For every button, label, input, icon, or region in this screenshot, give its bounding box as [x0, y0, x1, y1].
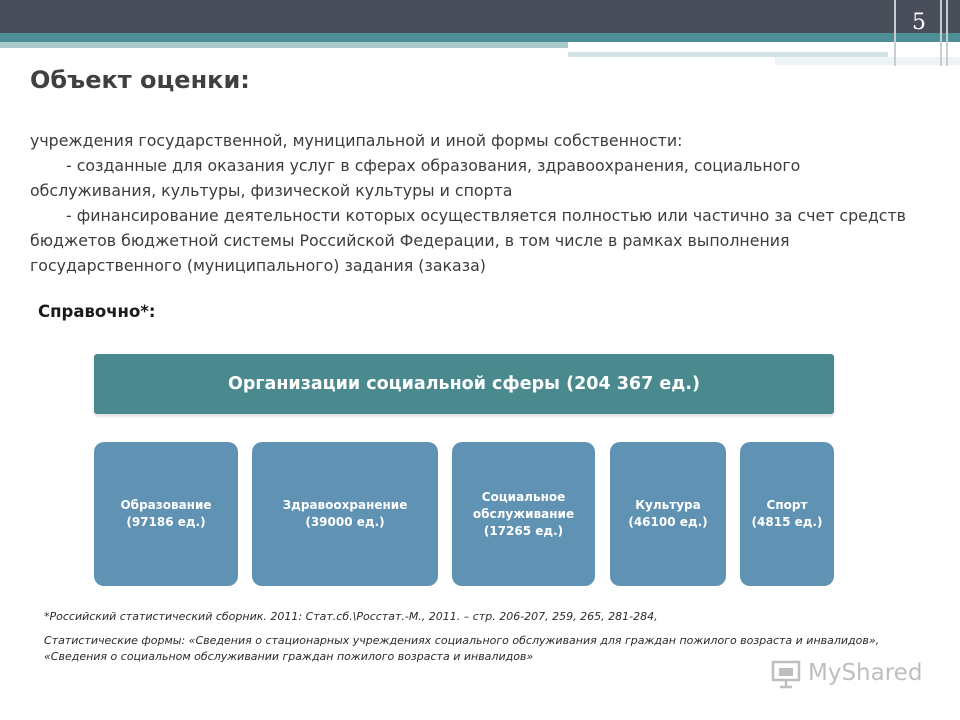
card-count: (46100 ед.)	[628, 515, 708, 529]
card-sport	[740, 442, 834, 586]
presentation-icon	[770, 658, 802, 690]
divider-line	[894, 0, 896, 66]
body-item-services: - созданные для оказания услуг в сферах образования, здравоохранения, социального обслуживания, культуры, физической культуры и спорта	[30, 156, 801, 200]
divider-line	[940, 0, 942, 66]
page-number: 5	[912, 10, 926, 35]
card-label: Образование	[120, 498, 212, 512]
watermark-logo	[770, 658, 930, 692]
card-count: (97186 ед.)	[126, 515, 206, 529]
diagram-header: Организации социальной сферы (204 367 ед.)	[94, 354, 834, 414]
card-count: (4815 ед.)	[751, 515, 823, 529]
footnote-source: *Российский статистический сборник. 2011: Стат.сб.\Росстат.-М., 2011. – стр. 206-207, 259, 265, 281-284,	[44, 610, 658, 623]
slide-title: Объект оценки:	[30, 66, 250, 94]
card-social-services	[452, 442, 595, 586]
divider-line	[946, 0, 948, 66]
slide-body	[30, 128, 910, 278]
footnote-forms: Статистические формы: «Сведения о стационарных учреждениях социального обслуживания для граждан пожилого возраста и инвалидов», «Сведения о социальном обслуживании граждан пожилого возраста и инвалидов»	[44, 634, 880, 663]
card-label: Социальное обслуживание	[472, 489, 575, 521]
card-label: Спорт	[766, 498, 808, 512]
reference-label: Справочно*:	[38, 302, 156, 321]
accent-stripe	[0, 33, 960, 42]
top-banner	[0, 0, 960, 33]
card-culture	[610, 442, 726, 586]
card-label: Культура	[635, 498, 701, 512]
watermark-text: MyShared	[808, 660, 923, 686]
body-intro: учреждения государственной, муниципальной и иной формы собственности:	[30, 131, 683, 150]
card-healthcare	[252, 442, 438, 586]
card-count: (39000 ед.)	[305, 515, 385, 529]
card-education	[94, 442, 238, 586]
card-count: (17265 ед.)	[483, 523, 564, 538]
accent-stripe-white	[568, 42, 960, 52]
card-label: Здравоохранение	[282, 498, 408, 512]
accent-stripe-faint	[775, 57, 960, 65]
body-item-financing: - финансирование деятельности которых осуществляется полностью или частично за счет средств бюджетов бюджетной системы Российской Федерации, в том числе в рамках выполнения государственного (муниципального) задания (заказа)	[30, 206, 906, 275]
accent-stripe-light	[0, 42, 568, 48]
